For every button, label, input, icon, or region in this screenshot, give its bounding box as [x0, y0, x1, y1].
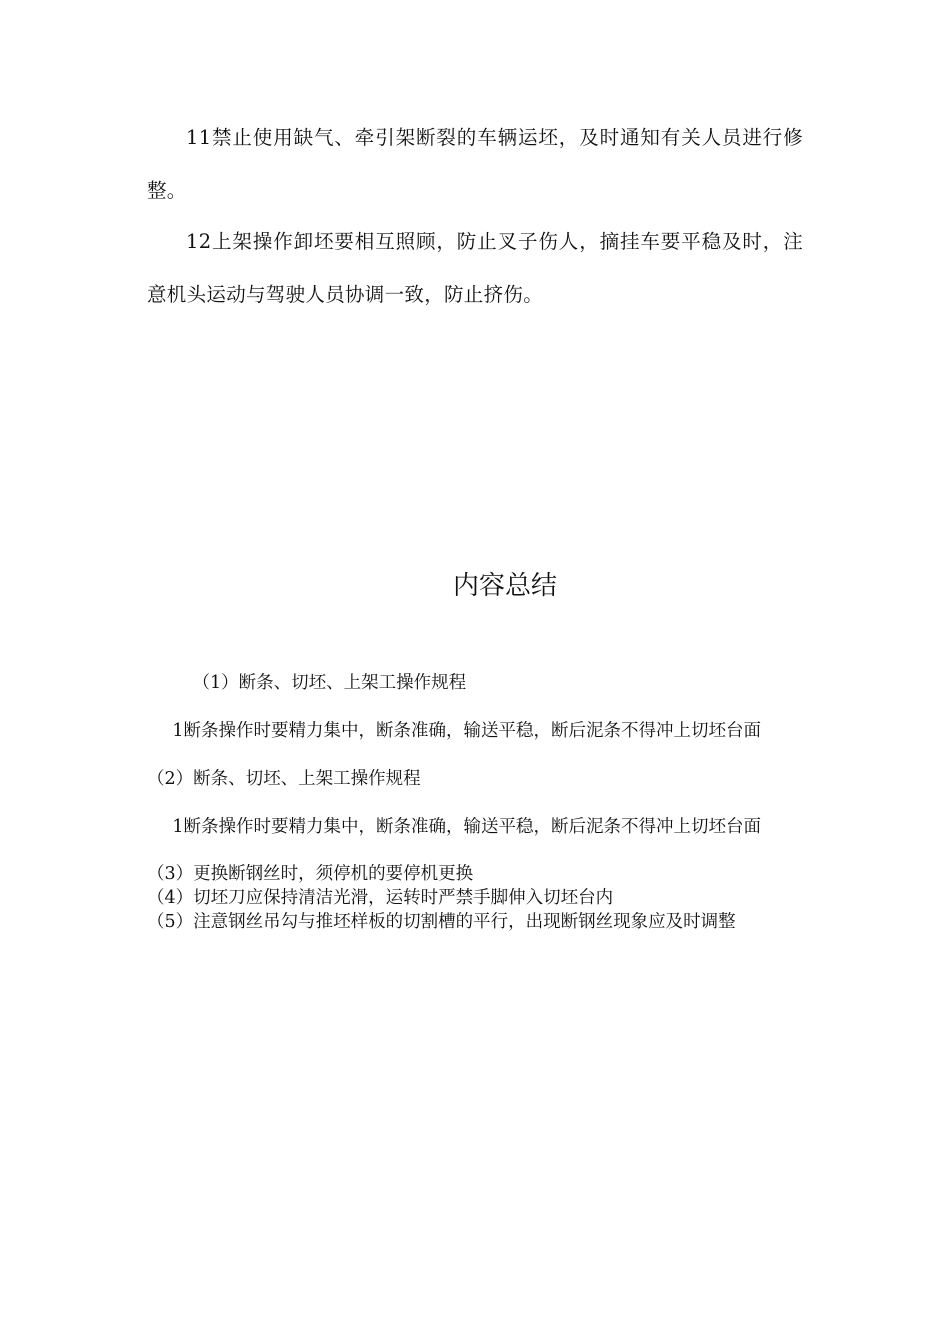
summary-line: 1断条操作时要精力集中，断条准确，输送平稳，断后泥条不得冲上切坯台面	[172, 721, 762, 741]
summary-line: （3）更换断钢丝时，须停机的要停机更换	[147, 864, 474, 884]
summary-line: （1）断条、切坯、上架工操作规程	[192, 673, 467, 693]
summary-line: 1断条操作时要精力集中，断条准确，输送平稳，断后泥条不得冲上切坯台面	[172, 817, 762, 837]
summary-title: 内容总结	[452, 571, 557, 601]
body-paragraph: 11禁止使用缺气、牵引架断裂的车辆运坯，及时通知有关人员进行修整。	[147, 126, 803, 202]
summary-line: （2）断条、切坯、上架工操作规程	[147, 769, 421, 789]
summary-line: （5）注意钢丝吊勾与推坯样板的切割槽的平行，出现断钢丝现象应及时调整	[147, 912, 736, 932]
summary-line: （4）切坯刀应保持清洁光滑，运转时严禁手脚伸入切坯台内	[147, 888, 614, 908]
body-paragraph: 12上架操作卸坯要相互照顾，防止叉子伤人，摘挂车要平稳及时，注意机头运动与驾驶人员协调一致，防止挤伤。	[147, 230, 803, 306]
